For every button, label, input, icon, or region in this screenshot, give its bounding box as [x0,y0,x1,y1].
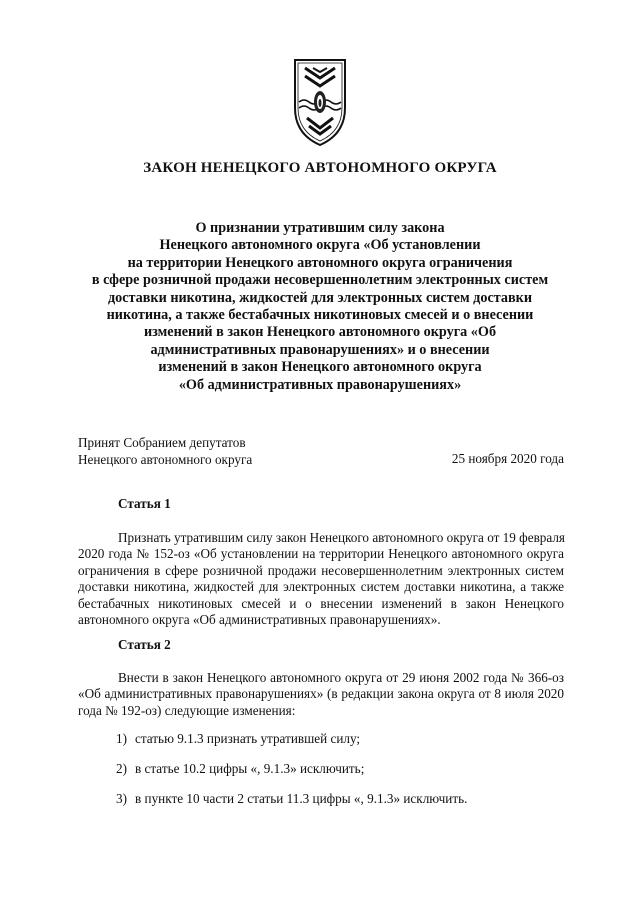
adopted-by: Принят Собранием депутатов [78,435,246,450]
coat-of-arms-icon [291,56,349,148]
subject-line: никотина, а также бестабачных никотиновых смесей и о внесении [106,307,534,324]
subject-line: изменений в закон Ненецкого автономного округа [158,359,482,376]
text-line: автономного округа «Об административных правонарушениях». [78,612,441,628]
subject-line: в сфере розничной продажи несовершеннолетним электронных систем [91,272,549,289]
text-line: 2020 года № 152-оз «Об установлении на территории Ненецкого автономного округа [78,546,564,562]
list-item [116,791,467,807]
article-2-heading: Статья 2 [118,637,171,652]
item-number: 3) [116,791,127,806]
subject-line: административных правонарушениях» и о внесении [150,341,490,358]
subject-line: доставки никотина, жидкостей для электронных систем доставки [107,289,533,306]
list-item [116,731,360,747]
item-number: 2) [116,761,127,776]
adoption-info [78,435,252,468]
adopted-by-region: Ненецкого автономного округа [78,451,253,467]
item-number: 1) [116,731,127,746]
law-subject [60,220,580,394]
subject-line: на территории Ненецкого автономного округа ограничения [127,254,513,271]
subject-line: Ненецкого автономного округа «Об установлении [159,237,481,254]
item-text: в пункте 10 части 2 статьи 11.3 цифры «, 9.1.3» исключить. [135,791,468,806]
text-line: ограничения в сфере розничной продажи несовершеннолетним электронных систем [78,562,564,578]
subject-line: изменений в закон Ненецкого автономного округа «Об [143,324,497,341]
item-text: статью 9.1.3 признать утратившей силу; [135,731,361,746]
adoption-date: 25 ноября 2020 года [451,451,564,466]
text-line: «Об административных правонарушениях» (в редакции закона округа от 8 июля 2020 [78,686,564,702]
list-item [116,761,364,777]
subject-line: О признании утратившим силу закона [195,220,445,236]
article-2-text [78,670,564,719]
text-line: Признать утратившим силу закон Ненецкого автономного округа от 19 февраля [118,530,566,545]
text-line: года № 192-оз) следующие изменения: [78,702,296,718]
article-1-heading: Статья 1 [118,496,171,511]
law-title: ЗАКОН НЕНЕЦКОГО АВТОНОМНОГО ОКРУГА [143,160,497,176]
text-line: доставки никотина, жидкостей для электронных систем доставки никотина, а также [78,579,564,595]
subject-line: «Об административных правонарушениях» [178,376,462,393]
article-1-text [78,530,564,628]
text-line: бестабачных никотиновых смесей и о внесении изменений в закон Ненецкого [78,595,564,611]
text-line: Внести в закон Ненецкого автономного округа от 29 июня 2002 года № 366-оз [118,670,564,685]
item-text: в статье 10.2 цифры «, 9.1.3» исключить; [135,761,365,776]
